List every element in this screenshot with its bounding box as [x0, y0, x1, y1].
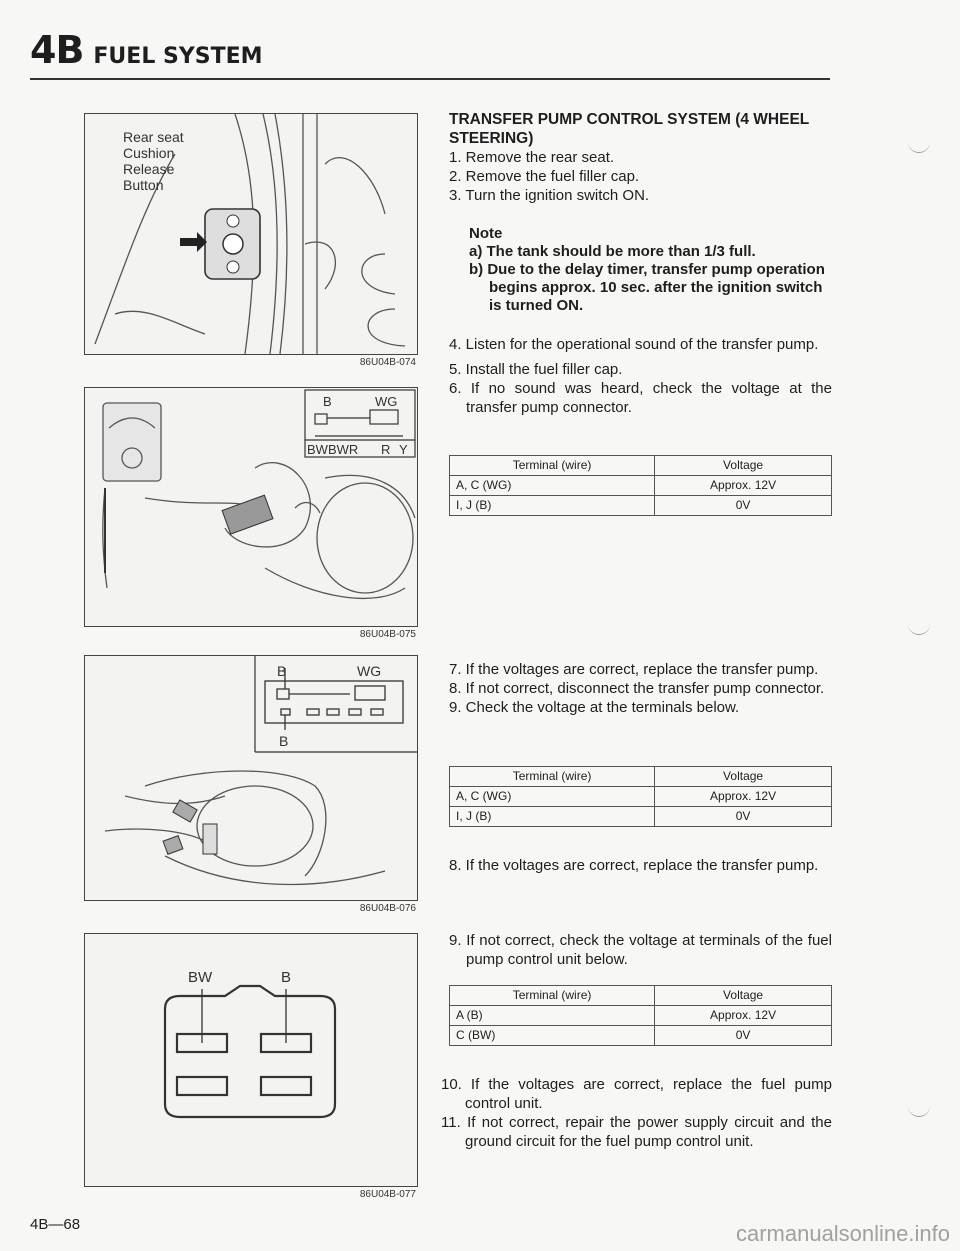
- watermark: carmanualsonline.info: [735, 1221, 950, 1246]
- step-5: 5. Install the fuel filler cap.: [449, 361, 623, 378]
- table-cell: A (B): [450, 1006, 655, 1026]
- figure-code: 86U04B-077: [359, 1189, 416, 1200]
- note-block: [449, 225, 832, 315]
- figure-code: 86U04B-075: [359, 629, 416, 640]
- label-wg: WG: [375, 394, 398, 409]
- control-unit-connector-illustration: [85, 934, 417, 1186]
- table-cell: Approx. 12V: [655, 476, 832, 496]
- label-button: Button: [123, 177, 164, 193]
- table-cell: 0V: [655, 1026, 832, 1046]
- label-b: B: [323, 394, 332, 409]
- label-bwbwr: BWBWR: [307, 442, 359, 457]
- step-9b: 9. If not correct, check the voltage at terminals of the fuel pump control unit below.: [449, 932, 832, 968]
- section-heading: TRANSFER PUMP CONTROL SYSTEM (4 WHEEL STEERING): [449, 111, 809, 147]
- table-cell: Approx. 12V: [655, 1006, 832, 1026]
- label-b-bottom: B: [279, 733, 289, 749]
- steps-10-11: [441, 1075, 832, 1151]
- table-cell: 0V: [655, 496, 832, 516]
- table-header: Terminal (wire): [450, 986, 655, 1006]
- figure-pump-connector-check: [84, 387, 418, 627]
- step-4: 4. Listen for the operational sound of the transfer pump.: [449, 336, 819, 353]
- step-9-repeat: [449, 931, 832, 969]
- transfer-pump-section: [449, 110, 832, 205]
- table-cell: Approx. 12V: [655, 787, 832, 807]
- table-header: Voltage: [655, 767, 832, 787]
- voltage-table-1-wrap: [449, 455, 832, 516]
- section-title: FUEL SYSTEM: [93, 44, 263, 69]
- step-8b: 8. If the voltages are correct, replace the transfer pump.: [449, 857, 819, 874]
- voltage-table-3: [449, 985, 832, 1046]
- table-cell: A, C (WG): [450, 476, 655, 496]
- rear-seat-illustration: [85, 114, 417, 354]
- label-cushion: Cushion: [123, 145, 175, 161]
- figure-rear-seat-release: [84, 113, 418, 355]
- voltmeter-illustration: [85, 388, 417, 626]
- step-9: 9. Check the voltage at the terminals below.: [449, 699, 740, 716]
- step-8-repeat: [449, 856, 832, 875]
- margin-mark: [908, 140, 930, 153]
- voltage-table-3-wrap: [449, 985, 832, 1046]
- step-11: 11. If not correct, repair the power supply circuit and the ground circuit for the fuel pump control unit.: [441, 1114, 832, 1150]
- steps-4-6: [449, 335, 832, 417]
- note-item-b: b) Due to the delay timer, transfer pump operation begins approx. 10 sec. after the ignition switch is turned ON.: [469, 261, 825, 314]
- note-item-a: a) The tank should be more than 1/3 full.: [469, 243, 756, 260]
- step-2: 2. Remove the fuel filler cap.: [449, 168, 640, 185]
- label-release: Release: [123, 161, 175, 177]
- label-r: R: [381, 442, 391, 457]
- figure-code: 86U04B-076: [359, 903, 416, 914]
- label-b-top: B: [277, 663, 287, 679]
- table-cell: 0V: [655, 807, 832, 827]
- table-cell: I, J (B): [450, 496, 655, 516]
- pump-connector-illustration: [85, 656, 417, 900]
- label-rear-seat: Rear seat: [123, 129, 184, 145]
- voltage-table-1: [449, 455, 832, 516]
- step-8: 8. If not correct, disconnect the transfer pump connector.: [449, 680, 825, 697]
- note-title: Note: [469, 225, 503, 242]
- figure-pump-connector-disconnected: [84, 655, 418, 901]
- voltage-table-2-wrap: [449, 766, 832, 827]
- figure-fuel-pump-control-unit: [84, 933, 418, 1187]
- label-b: B: [281, 969, 292, 986]
- section-header: [30, 28, 263, 72]
- step-7: 7. If the voltages are correct, replace the transfer pump.: [449, 661, 819, 678]
- steps-7-9: [449, 660, 832, 717]
- step-10: 10. If the voltages are correct, replace the fuel pump control unit.: [441, 1076, 832, 1112]
- table-header: Voltage: [655, 456, 832, 476]
- header-rule: [30, 78, 830, 80]
- margin-mark: [908, 622, 930, 635]
- table-header: Terminal (wire): [450, 456, 655, 476]
- label-bw: BW: [188, 969, 213, 986]
- label-y: Y: [399, 442, 408, 457]
- step-3: 3. Turn the ignition switch ON.: [449, 187, 650, 204]
- section-number: 4B: [30, 28, 84, 72]
- table-cell: A, C (WG): [450, 787, 655, 807]
- page-number: 4B—68: [30, 1216, 81, 1233]
- step-6: 6. If no sound was heard, check the voltage at the transfer pump connector.: [449, 380, 832, 416]
- table-header: Voltage: [655, 986, 832, 1006]
- label-wg: WG: [357, 663, 382, 679]
- margin-mark: [908, 1104, 930, 1117]
- table-cell: C (BW): [450, 1026, 655, 1046]
- step-1: 1. Remove the rear seat.: [449, 149, 615, 166]
- voltage-table-2: [449, 766, 832, 827]
- figure-code: 86U04B-074: [359, 357, 416, 368]
- table-cell: I, J (B): [450, 807, 655, 827]
- table-header: Terminal (wire): [450, 767, 655, 787]
